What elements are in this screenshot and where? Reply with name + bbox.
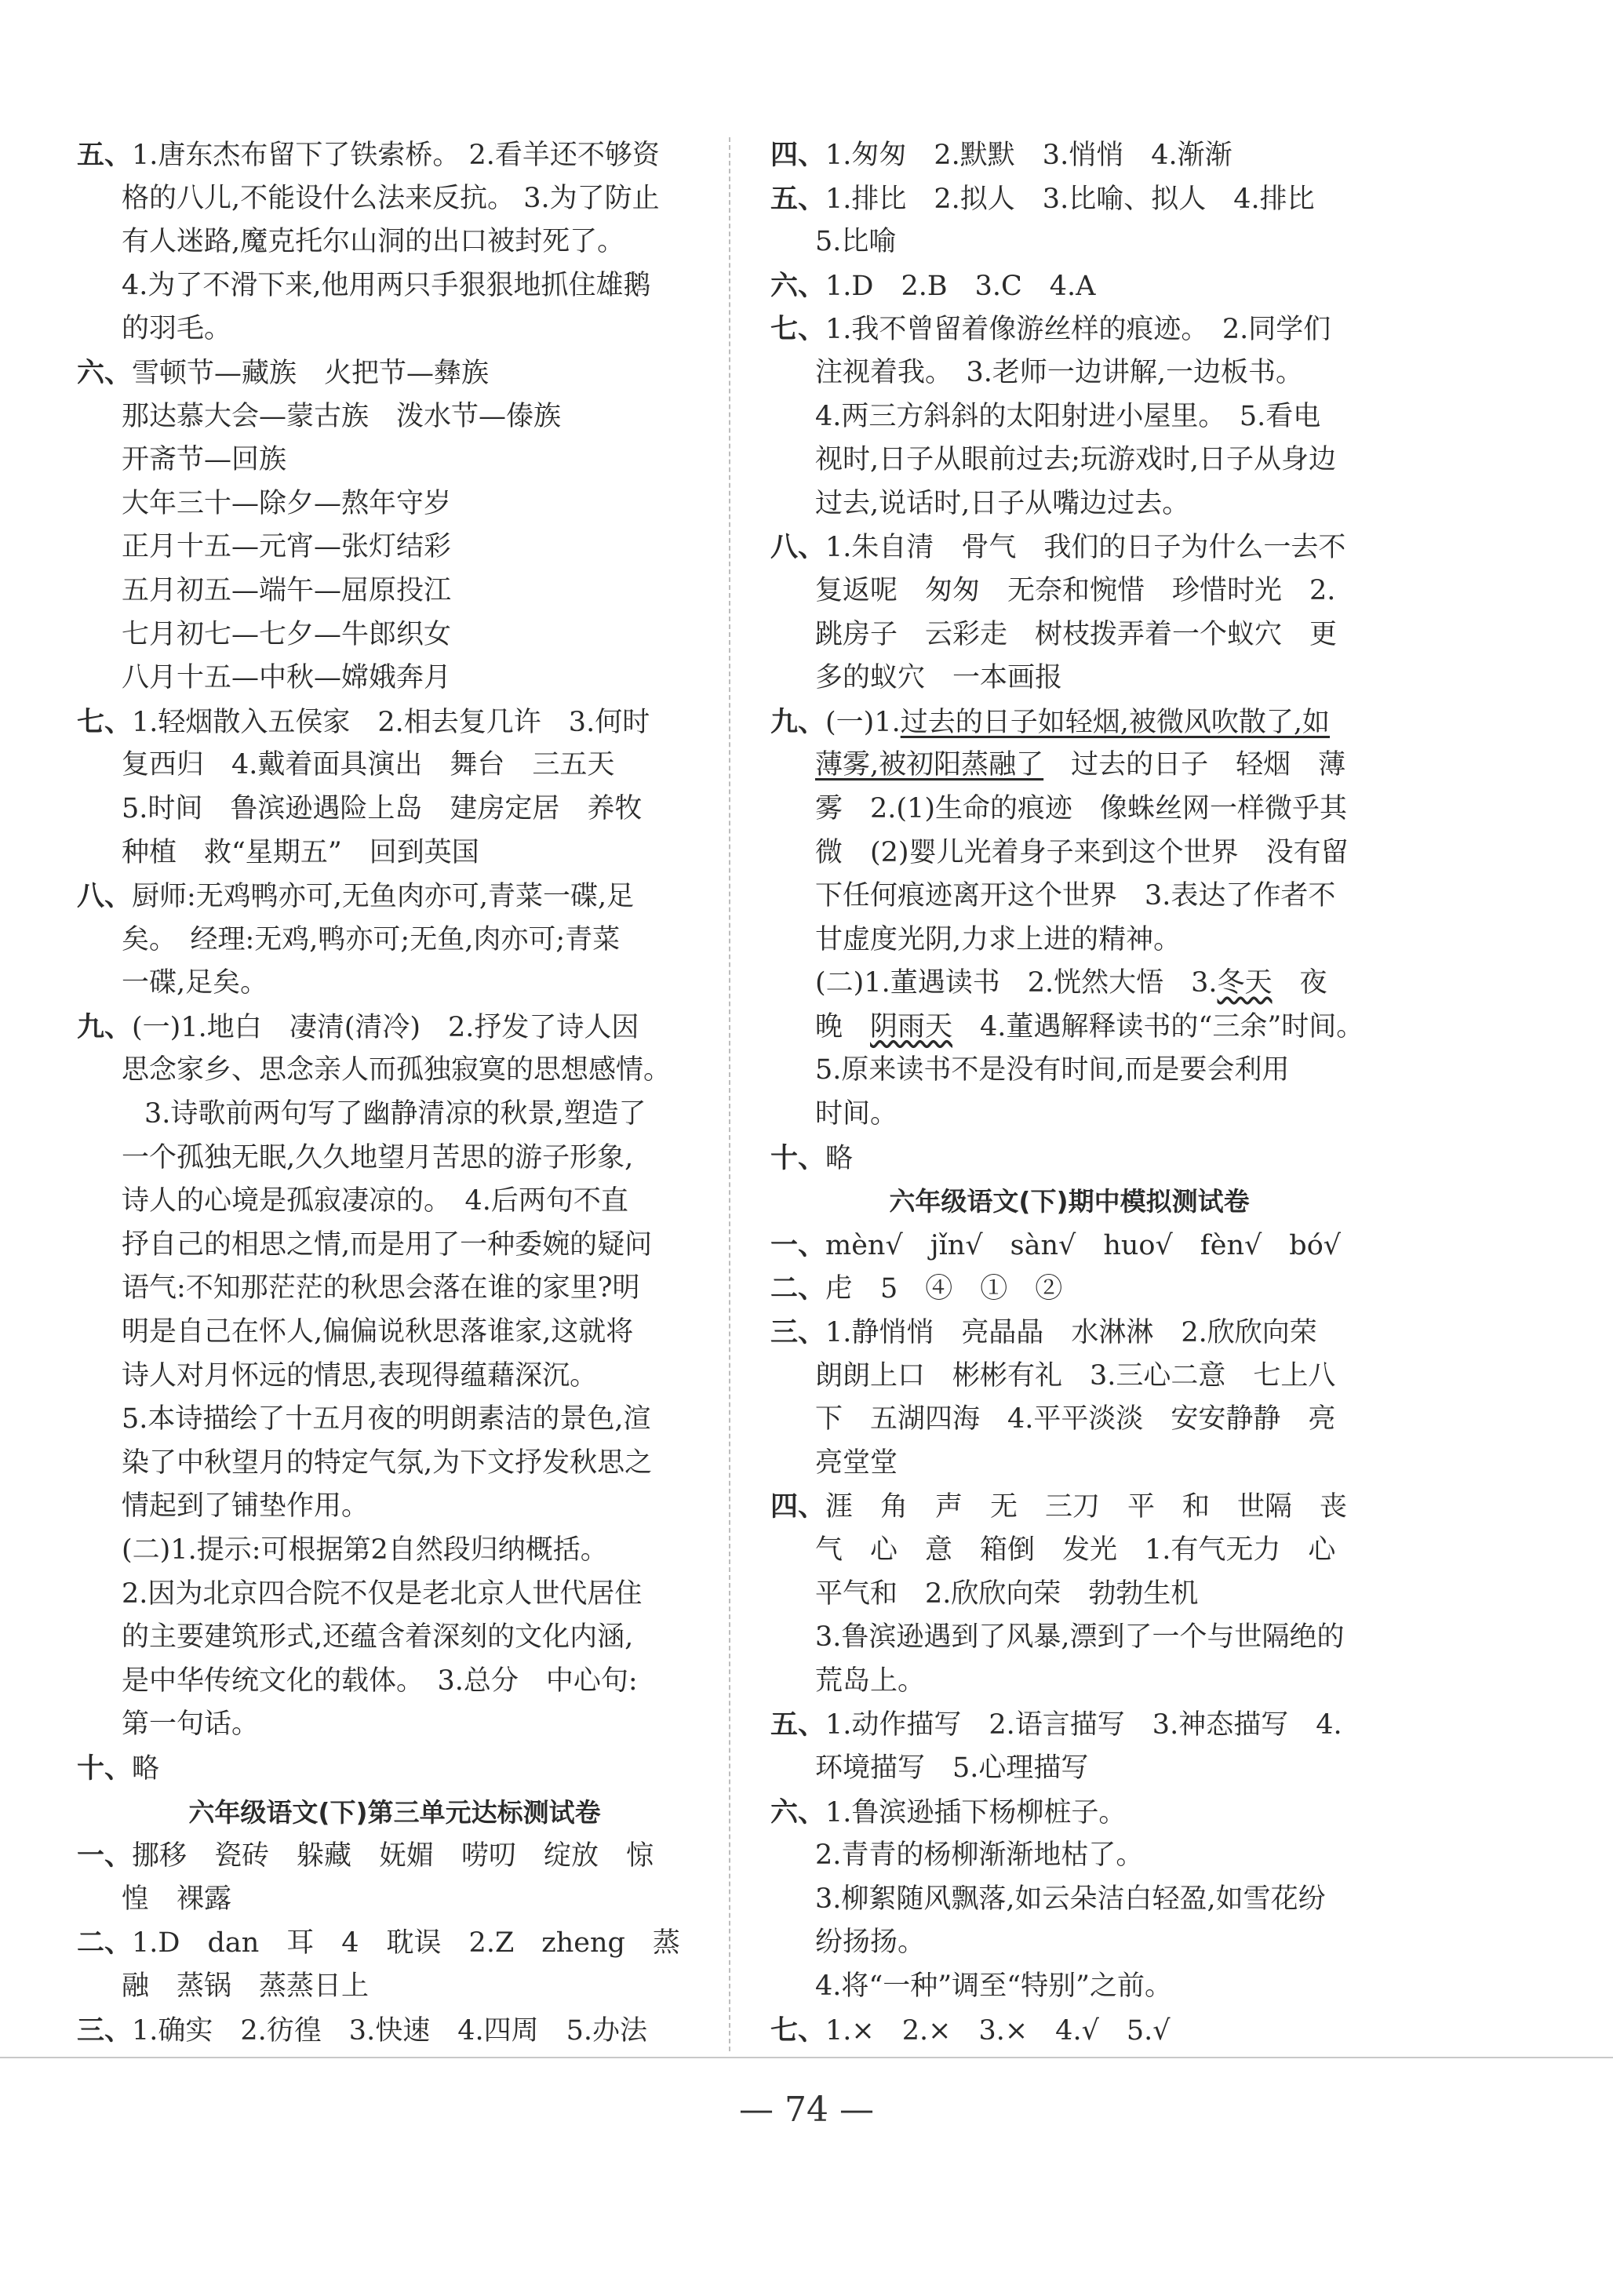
question-number: 五、 — [770, 182, 826, 215]
answer-text: 略 — [825, 1142, 854, 1174]
answer-text: 格的八儿,不能设什么法来反抗。 3.为了防止 — [122, 182, 660, 214]
question-number: 九、 — [770, 705, 826, 738]
answer-line — [770, 1224, 1368, 1268]
answer-text: 挪移 瓷砖 躲藏 妩媚 唠叨 绽放 惊 — [132, 1840, 654, 1872]
answer-line — [77, 1965, 712, 2009]
answer-line — [770, 1485, 1368, 1529]
answer-text: (二)1.董遇读书 2.恍然大悟 3. — [815, 967, 1218, 999]
answer-line — [770, 438, 1368, 482]
question-number: 八、 — [77, 880, 133, 913]
answer-text: 的羽毛。 — [122, 313, 232, 345]
answer-line — [770, 1137, 1368, 1181]
wavy-underlined-answer-text: 冬天 — [1217, 967, 1273, 999]
answer-text: 五月初五—端午—屈原投江 — [122, 574, 452, 606]
column-divider — [729, 137, 730, 2051]
answer-line — [77, 569, 712, 613]
answer-text: (一)1. — [825, 706, 901, 738]
answer-text: 甘虚度光阴,力求上进的精神。 — [815, 923, 1182, 955]
answer-line — [770, 1703, 1368, 1747]
section-title — [77, 1791, 712, 1835]
answer-text: 3.诗歌前两句写了幽静清凉的秋景,塑造了 — [144, 1098, 646, 1130]
question-number: 五、 — [77, 139, 133, 171]
answer-text: 亮堂堂 — [815, 1446, 898, 1479]
answer-text: 八月十五—中秋—嫦娥奔月 — [122, 662, 452, 694]
answer-text: 2.青青的杨柳渐渐地枯了。 — [815, 1839, 1144, 1872]
answer-text: 4.两三方斜斜的太阳射进小屋里。 5.看电 — [815, 400, 1321, 432]
question-number: 八、 — [770, 531, 826, 564]
answer-text: 融 蒸锅 蒸蒸日上 — [122, 1970, 370, 2002]
answer-line — [770, 875, 1368, 919]
answer-line — [770, 1921, 1368, 1965]
answer-line — [770, 351, 1368, 395]
answer-text: 厨师:无鸡鸭亦可,无鱼肉亦可,青菜一碟,足 — [132, 881, 635, 913]
question-number: 六、 — [770, 1796, 826, 1828]
question-number: 九、 — [77, 1010, 133, 1043]
answer-text: 抒自己的相思之情,而是用了一种委婉的疑问 — [122, 1228, 653, 1261]
answer-text: 微 (2)婴儿光着身子来到这个世界 没有留 — [815, 836, 1349, 868]
answer-text: 诗人对月怀远的情思,表现得蕴藉深沉。 — [122, 1359, 598, 1392]
question-number: 七、 — [770, 2014, 826, 2047]
answer-line — [77, 831, 712, 875]
answer-line — [77, 1267, 712, 1311]
answer-line — [770, 962, 1368, 1006]
answer-text: 七月初七—七夕—牛郎织女 — [122, 618, 452, 650]
answer-line — [770, 569, 1368, 613]
answer-line — [770, 220, 1368, 264]
answer-text: 多的蚁穴 一本画报 — [815, 662, 1063, 694]
answer-line — [77, 264, 712, 308]
answer-text: 3.柳絮随风飘落,如云朵洁白轻盈,如雪花纷 — [815, 1883, 1326, 1915]
answer-line — [77, 482, 712, 526]
answer-text: 环境描写 5.心理描写 — [815, 1752, 1089, 1784]
answer-line — [77, 220, 712, 264]
answer-line — [77, 438, 712, 482]
answer-text: 1.D 2.B 3.C 4.A — [825, 270, 1096, 302]
answer-line — [770, 657, 1368, 700]
answer-line — [77, 395, 712, 439]
answer-line — [77, 1616, 712, 1660]
answer-text: 一个孤独无眠,久久地望月苦思的游子形象, — [122, 1141, 634, 1173]
answer-line — [770, 1311, 1368, 1355]
answer-text: 染了中秋望月的特定气氛,为下文抒发秋思之 — [122, 1446, 653, 1479]
question-number: 七、 — [770, 313, 826, 346]
answer-line — [77, 1660, 712, 1704]
answer-text: 3.鲁滨逊遇到了风暴,漂到了一个与世隔绝的 — [815, 1621, 1345, 1654]
answer-text: 平气和 2.欣欣向荣 勃勃生机 — [815, 1577, 1199, 1610]
question-number: 十、 — [77, 1752, 133, 1785]
answer-line — [77, 657, 712, 700]
answer-line — [77, 526, 712, 569]
answer-line — [77, 351, 712, 395]
answer-text: 5.原来读书不是没有时间,而是要会利用 — [815, 1054, 1290, 1086]
answer-line — [770, 1093, 1368, 1137]
answer-line — [77, 2009, 712, 2053]
answer-line — [77, 1355, 712, 1399]
answer-text: 1.确实 2.彷徨 3.快速 4.四周 5.办法 — [132, 2014, 647, 2047]
answer-line — [770, 1398, 1368, 1442]
answer-line — [77, 613, 712, 657]
answer-text: 雾 2.(1)生命的痕迹 像蛛丝网一样微乎其 — [815, 792, 1347, 824]
answer-line — [77, 1049, 712, 1093]
answer-text: 4.董遇解释读书的“三余”时间。 — [952, 1010, 1364, 1042]
answer-line — [77, 1224, 712, 1268]
answer-text: 略 — [132, 1752, 160, 1785]
answer-line — [770, 264, 1368, 308]
answer-text: 复西归 4.戴着面具演出 舞台 三五天 — [122, 749, 615, 781]
answer-line — [770, 788, 1368, 831]
answer-text: 的主要建筑形式,还蕴含着深刻的文化内涵, — [122, 1621, 634, 1654]
answer-text: 语气:不知那茫茫的秋思会落在谁的家里?明 — [122, 1272, 640, 1304]
answer-text: 下 五湖四海 4.平平淡淡 安安静静 亮 — [815, 1403, 1336, 1435]
answer-line — [77, 1878, 712, 1922]
answer-text: 2.因为北京四合院不仅是老北京人世代居住 — [122, 1577, 643, 1610]
answer-line — [77, 1398, 712, 1442]
answer-line — [770, 1355, 1368, 1399]
answer-text: 六年级语文(下)第三单元达标测试卷 — [188, 1796, 601, 1828]
answer-line — [77, 1834, 712, 1878]
underlined-answer-text: 过去的日子如轻烟,被微风吹散了,如 — [900, 706, 1330, 738]
answer-text: 夜 — [1272, 967, 1327, 999]
answer-text: 诗人的心境是孤寂凄凉的。 4.后两句不直 — [122, 1185, 628, 1217]
answer-text: 过去的日子 轻烟 薄 — [1043, 749, 1346, 781]
answer-line — [77, 919, 712, 962]
answer-text: 5.时间 鲁滨逊遇险上岛 建房定居 养牧 — [122, 792, 643, 824]
answer-line — [770, 1049, 1368, 1093]
answer-text: 气 心 意 箱倒 发光 1.有气无力 心 — [815, 1534, 1336, 1566]
answer-line — [770, 919, 1368, 962]
answer-text: 一碟,足矣。 — [122, 967, 268, 999]
answer-text: 4.为了不滑下来,他用两只手狠狠地抓住雄鹅 — [122, 269, 651, 301]
answer-text: 时间。 — [815, 1098, 898, 1130]
answer-line — [77, 875, 712, 919]
answer-text: 跳房子 云彩走 树枝拨弄着一个蚁穴 更 — [815, 618, 1338, 650]
answer-line — [770, 395, 1368, 439]
answer-text: 1.轻烟散入五侯家 2.相去复几许 3.何时 — [132, 706, 650, 738]
answer-text: 惶 裸露 — [122, 1883, 232, 1915]
question-number: 三、 — [770, 1316, 826, 1349]
answer-line — [770, 1573, 1368, 1617]
answer-text: 第一句话。 — [122, 1708, 260, 1741]
answer-text: (二)1.提示:可根据第2自然段归纳概括。 — [122, 1534, 608, 1566]
answer-line — [770, 1878, 1368, 1922]
wavy-underlined-answer-text: 阴雨天 — [870, 1010, 953, 1042]
answer-line — [77, 1442, 712, 1486]
question-number: 二、 — [77, 1927, 133, 1959]
answer-line — [770, 613, 1368, 657]
answer-line — [77, 700, 712, 744]
right-column — [770, 133, 1368, 2052]
footer-rule — [0, 2057, 1613, 2058]
question-number: 一、 — [77, 1839, 133, 1872]
answer-text: 大年三十—除夕—熬年守岁 — [122, 487, 452, 519]
answer-text: 思念家乡、思念亲人而孤独寂寞的思想感情。 — [122, 1054, 672, 1086]
answer-line — [77, 1180, 712, 1224]
answer-line — [77, 1485, 712, 1529]
question-number: 四、 — [770, 1490, 826, 1523]
answer-text: 明是自己在怀人,偏偏说秋思落谁家,这就将 — [122, 1316, 634, 1348]
answer-text: 1.静悄悄 亮晶晶 水淋淋 2.欣欣向荣 — [825, 1317, 1317, 1349]
answer-text: 朗朗上口 彬彬有礼 3.三心二意 七上八 — [815, 1359, 1336, 1392]
answer-line — [770, 700, 1368, 744]
answer-line — [77, 788, 712, 831]
answer-text: 开斋节—回族 — [122, 444, 287, 476]
answer-text: 1.动作描写 2.语言描写 3.神态描写 4. — [825, 1709, 1342, 1741]
answer-text: 荒岛上。 — [815, 1665, 926, 1697]
answer-line — [770, 1747, 1368, 1791]
question-number: 一、 — [770, 1228, 826, 1261]
answer-text: 涯 角 声 无 三刀 平 和 世隔 丧 — [825, 1491, 1348, 1523]
answer-line — [77, 962, 712, 1006]
answer-line — [77, 307, 712, 351]
question-number: 十、 — [770, 1141, 826, 1174]
answer-text: 六年级语文(下)期中模拟测试卷 — [889, 1186, 1250, 1217]
answer-line — [770, 1834, 1368, 1878]
answer-text: 雪顿节—藏族 火把节—彝族 — [132, 357, 490, 389]
question-number: 三、 — [77, 2014, 133, 2047]
question-number: 五、 — [770, 1708, 826, 1741]
answer-text: 1.唐东杰布留下了铁索桥。 2.看羊还不够资 — [132, 140, 660, 171]
answer-line — [77, 744, 712, 788]
answer-text: 有人迷路,魔克托尔山洞的出口被封死了。 — [122, 226, 625, 258]
answer-text: 4.将“一种”调至“特别”之前。 — [815, 1970, 1172, 2002]
answer-line — [77, 1137, 712, 1181]
question-number: 六、 — [770, 269, 826, 302]
answer-line — [770, 1616, 1368, 1660]
section-title — [770, 1180, 1368, 1224]
page-number: — 74 — — [739, 2090, 874, 2130]
answer-text: (一)1.地白 凄清(清冷) 2.抒发了诗人因 — [132, 1011, 639, 1043]
answer-line — [770, 831, 1368, 875]
answer-text: 下任何痕迹离开这个世界 3.表达了作者不 — [815, 880, 1336, 912]
answer-line — [77, 1093, 712, 1137]
answer-text: 种植 救“星期五” 回到英国 — [122, 836, 479, 868]
answer-line — [770, 1006, 1368, 1050]
answer-line — [77, 133, 712, 177]
answer-line — [770, 744, 1368, 788]
answer-line — [770, 1660, 1368, 1704]
answer-text: 矣。 经理:无鸡,鸭亦可;无鱼,肉亦可;青菜 — [122, 923, 621, 955]
answer-line — [77, 1747, 712, 1791]
answer-text: 注视着我。 3.老师一边讲解,一边板书。 — [815, 356, 1304, 388]
answer-text: 正月十五—元宵—张灯结彩 — [122, 531, 452, 563]
question-number: 二、 — [770, 1272, 826, 1305]
answer-line — [77, 1573, 712, 1617]
question-number: 七、 — [77, 705, 133, 738]
answer-text: 复返呢 匆匆 无奈和惋惜 珍惜时光 2. — [815, 574, 1336, 606]
answer-text: 1.D dan 耳 4 耽误 2.Z zheng 蒸 — [132, 1927, 680, 1959]
answer-line — [77, 1006, 712, 1050]
answer-line — [770, 133, 1368, 177]
answer-line — [77, 1311, 712, 1355]
answer-text: 是中华传统文化的载体。 3.总分 中心句: — [122, 1665, 638, 1697]
answer-line — [770, 307, 1368, 351]
underlined-answer-text: 薄雾,被初阳蒸融了 — [815, 749, 1044, 781]
answer-text: 那达慕大会—蒙古族 泼水节—傣族 — [122, 400, 562, 432]
left-column — [77, 133, 712, 2052]
answer-text: 晚 — [815, 1010, 871, 1042]
answer-line — [770, 1965, 1368, 2009]
answer-line — [770, 2009, 1368, 2053]
answer-line — [770, 1529, 1368, 1573]
answer-text: 过去,说话时,日子从嘴边过去。 — [815, 487, 1190, 519]
answer-text: 视时,日子从眼前过去;玩游戏时,日子从身边 — [815, 444, 1337, 476]
answer-text: 1.匆匆 2.默默 3.悄悄 4.渐渐 — [825, 140, 1233, 171]
answer-line — [770, 177, 1368, 221]
answer-line — [77, 177, 712, 221]
question-number: 六、 — [77, 356, 133, 389]
answer-line — [770, 526, 1368, 569]
answer-line — [770, 1791, 1368, 1835]
answer-line — [770, 1442, 1368, 1486]
answer-text: 5.比喻 — [815, 226, 897, 258]
answer-line — [770, 1267, 1368, 1311]
answer-text: 1.我不曾留着像游丝样的痕迹。 2.同学们 — [825, 314, 1331, 346]
answer-line — [77, 1529, 712, 1573]
answer-text: 纷扬扬。 — [815, 1927, 926, 1959]
answer-line — [77, 1703, 712, 1747]
answer-line — [770, 482, 1368, 526]
answer-text: 1.× 2.× 3.× 4.√ 5.√ — [825, 2014, 1171, 2047]
answer-text: mèn√ jǐn√ sàn√ huo√ fèn√ bó√ — [825, 1229, 1342, 1261]
question-number: 四、 — [770, 139, 826, 171]
answer-text: 虍 5 ④ ① ② — [825, 1273, 1063, 1305]
answer-text: 1.鲁滨逊插下杨柳桩子。 — [825, 1796, 1127, 1828]
answer-text: 情起到了铺垫作用。 — [122, 1490, 370, 1523]
answer-text: 1.朱自清 骨气 我们的日子为什么一去不 — [825, 532, 1346, 564]
answer-text: 1.排比 2.拟人 3.比喻、拟人 4.排比 — [825, 183, 1315, 215]
answer-line — [77, 1921, 712, 1965]
answer-text: 5.本诗描绘了十五月夜的明朗素洁的景色,渲 — [122, 1403, 651, 1435]
